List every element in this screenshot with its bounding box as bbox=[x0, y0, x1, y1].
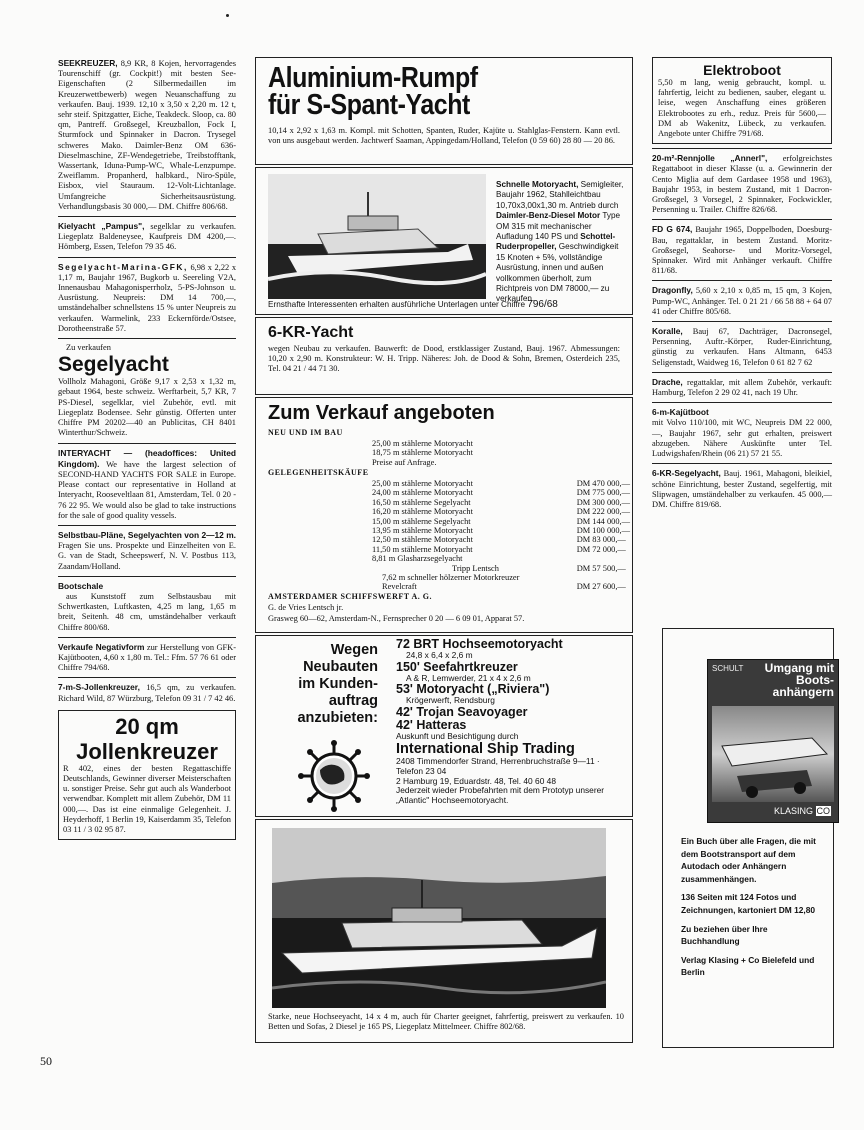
book-text: Ein Buch über alle Fragen, die mit dem Bootstransport auf dem Autodach oder Anhängern zusammenhängen. bbox=[681, 836, 816, 884]
ad-text: Schnelle Motoryacht, Semigleiter, Baujahr 1962, Stahlleichtbau 10,70x3,00x1,30 m. Antrieb durch Daimler-Benz-Diesel Motor Type OM 315 mit mechanischer Aufladung 140 PS und Schottel-Ruderpropeller, Geschwindigkeit 15 Knoten + 5%, vollständige Ausrüstung, innen und außen vollkommen überholt, zum Richtpreis von DM 78000,— zu verkaufen. bbox=[496, 180, 624, 304]
ad-rennjolle bbox=[652, 153, 832, 215]
price-row bbox=[370, 507, 632, 516]
ad-title: Elektroboot bbox=[703, 62, 781, 78]
ad-elektroboot bbox=[652, 57, 832, 144]
ad-text: 10,14 x 2,92 x 1,63 m. Kompl. mit Schotten, Spanten, Ruder, Kajüte u. Stahlglas-Fenstern. Kann evtl. von uns ausgebaut werden. Jachtwerf Saaman, Appingedam/Holland, Telefon (0 59 60) 28 80 — 20 86. bbox=[268, 126, 620, 146]
divider bbox=[652, 321, 832, 322]
firm-name: AMSTERDAMER SCHIFFSWERFT A. G. bbox=[268, 592, 432, 601]
ad-heading: Bootschale bbox=[58, 580, 104, 591]
ad-text: 5,50 m lang, wenig gebraucht, kompl. u. fahrfertig, leicht zu bedienen, sauber, elegant u. leise, wegen Anschaffung eines größeren Elektrobootes zu erh., reduz. Preis für 5600,— DM ab Wakenitz, Lübeck, zu verkaufen. Angebote unter Chiffre 791/68. bbox=[658, 78, 826, 139]
ad-heading: Segelyacht-Marina-GFK, bbox=[58, 261, 188, 272]
price-row bbox=[370, 498, 632, 507]
divider bbox=[58, 443, 236, 444]
ad-jollenkreuzer-7m bbox=[58, 682, 236, 703]
ad-text: erfolgreichstes Regattaboot in dieser Klasse (u. a. Gewinnerin der Cento Miglia auf dem Gardasee 1958 und 1963), Baujahr 1953, in bestem Zustand, mit 1 Dacron-Großsegel, 3 Vorsegel, 2 Spinnaker, Fockwickler, Persenning u. Trailer. Chiffre 826/68. bbox=[652, 154, 832, 215]
boat-description: Tripp Lentsch bbox=[452, 563, 499, 573]
ad-footer: Ernsthafte Interessenten erhalten ausführliche Unterlagen unter Chiffre 796/68 bbox=[268, 299, 558, 310]
price-row bbox=[370, 554, 632, 563]
ad-subheading: NEU UND IM BAU bbox=[268, 428, 343, 437]
ad-text: R 402, eines der besten Regattaschiffe Deutschlands, Gewinner diverser Meisterschaften u. sonstiger Preise. Sehr gut auch als Wanderboot verwendbar. Komplett mit allem Zubehör, DM 11 000,—. Das ist eine einmalige Gelegenheit. J. Heyderhoff, 1 Berlin 19, Kaiserdamm 35, Telefon 03 11 / 3 02 95 87. bbox=[63, 763, 231, 834]
motoryacht-photo bbox=[268, 174, 486, 299]
boat-description: 11,50 m stählerne Motoryacht bbox=[372, 544, 473, 554]
ad-text: regattaklar, mit allem Zubehör, verkauft: Hamburg, Telefon 2 29 02 41, nach 19 Uhr. bbox=[652, 377, 832, 398]
ad-heading: 6-m-Kajütboot bbox=[652, 407, 709, 418]
divider bbox=[58, 338, 236, 339]
ad-title: Wegen Neubauten im Kunden-auftrag anzubieten: bbox=[297, 642, 378, 726]
boat-price: DM 72 000,— bbox=[576, 544, 626, 554]
divider bbox=[652, 280, 832, 281]
company-name: International Ship Trading bbox=[396, 741, 575, 758]
ad-jollenkreuzer-20qm bbox=[58, 710, 236, 840]
ad-marina bbox=[58, 262, 236, 334]
print-speck bbox=[226, 14, 229, 17]
book-author: SCHULT bbox=[712, 664, 744, 673]
divider bbox=[58, 257, 236, 258]
ad-text: 8,9 KR, 8 Kojen, hervorragendes Tourenschiff (gr. Cockpit!) mit besten See-Eigenschaften (2 Silbermedaillen im Kreuzerwettbewerb) wegen Neuanschaffung zu verkaufen. Bauj. 1939. 12,10 x 3,50 x 2,20 m. 12 t, sehr steif. Spitzgatter, Eiche, Teakdeck. Sloop, ca. 80 qm, Pantreff. Großsegel, Kreuzballon, Fock I, Sturmfock und Spinnaker in Dacron. Trysegel schweres Mako. Daimler-Benz OM 636-Dieselmaschine, ZF-Wendegetriebe, Treibstofftank, Wassertank, Iduna-Pump-WC, Whale-Lenzpumpe. Zweiflamm. Propanherd, halbkard., Niro-Spüle, Eisbox, viel Stauraum. 12-Volt-Lichtanlage. Umfangreiche Sicherheitsausrüstung. Verhandlungsbasis 30 000,— DM. Chiffre 806/68. bbox=[58, 59, 236, 211]
offer-detail: Krögerwerft, Rendsburg bbox=[406, 695, 495, 706]
ad-text: Baujahr 1965, Doppelboden, Doesburg-Bau, regattaklar, in bestem Zustand. Moritz-Großsegel, Seahorse- und Moritz-Vorsegel, Spinnaker. Wird mit Anhänger verkauft. Chiffre 811/68. bbox=[652, 225, 832, 276]
ad-pretitle: Zu verkaufen bbox=[66, 343, 111, 353]
ad-hochseeyacht bbox=[255, 819, 633, 1043]
boat-price bbox=[547, 554, 632, 563]
ad-drache bbox=[652, 377, 832, 398]
offer-detail: A & R, Lemwerder, 21 x 4 x 2,6 m bbox=[406, 672, 531, 683]
firm-address: Grasweg 60—62, Amsterdam-N., Fernsprecher 0 20 — 6 09 01, Apparat 57. bbox=[268, 614, 525, 623]
ad-bootschale bbox=[58, 581, 236, 633]
price-row bbox=[370, 573, 632, 592]
book-cover bbox=[707, 659, 839, 823]
ad-text: aus Kunststoff zum Selbstausbau mit Schwertkasten, Luftkasten, 4,25 m lang, 1,65 m breit, Seitenh. 48 cm, umständehalber verkauft Chiffre 800/68. bbox=[58, 591, 236, 632]
ad-title: Segelyacht bbox=[58, 353, 169, 377]
divider bbox=[58, 637, 236, 638]
list-item: 18,75 m stählerne Motoryacht bbox=[372, 448, 473, 458]
offer-line: 42' Hatteras bbox=[396, 717, 467, 732]
ad-body bbox=[396, 638, 628, 805]
company-address: 2 Hamburg 19, Eduardstr. 48, Tel. 40 60 48 bbox=[396, 775, 557, 786]
price-row bbox=[370, 535, 632, 544]
book-title: Umgang mit Boots-anhängern bbox=[764, 661, 834, 699]
boat-price: DM 470 000,— bbox=[576, 479, 630, 488]
ad-text: Starke, neue Hochseeyacht, 14 x 4 m, auch für Charter geeignet, fahrfertig, preiswert zu verkaufen. 10 Betten und Sofas, 2 Diesel je 165 PS, Liegeplatz Mittelmeer. Chiffre 802/68. bbox=[268, 1012, 624, 1032]
divider bbox=[652, 219, 832, 220]
boat-description: 15,00 m stählerne Segelyacht bbox=[372, 516, 471, 526]
ad-text: We have the largest selection of SECOND-HAND YACHTS FOR SALE in Europe. Please contact our representative in Holland at Interyacht, Rooseveltlaan 81, Amsterdam, Tel. 0 20 - 76 22 95. We would also be glad to take instructions for the sale of good quality vessels. bbox=[58, 459, 236, 520]
book-description bbox=[681, 835, 821, 979]
ad-title: Zum Verkauf angeboten bbox=[268, 402, 495, 424]
price-list bbox=[370, 479, 632, 592]
divider bbox=[652, 463, 832, 464]
boat-price: DM 144 000,— bbox=[576, 516, 630, 526]
ad-subheading: GELEGENHEITSKÄUFE bbox=[268, 468, 369, 477]
hochseeyacht-image bbox=[272, 828, 606, 1008]
ad-negativform bbox=[58, 642, 236, 674]
ad-text: 6,98 x 2,22 x 1,17 m, Baujahr 1967, Bugkorb u. Seereling V2A, Innenausbau Mahagonisperrholz, 5-PS-Johnson u. Ausrüstung. Neupreis: DM 14 700,—, umständehalber schnellstens 15 % unter Neupreis zu verkaufen. Warmelink, 233 Eckernförde/Ostsee, Dorotheenstraße 57. bbox=[58, 262, 236, 333]
ad-segelyacht bbox=[58, 343, 236, 438]
ad-6kr-segelyacht bbox=[652, 468, 832, 510]
boat-description: 25,00 m stählerne Motoryacht bbox=[372, 479, 473, 488]
divider bbox=[652, 372, 832, 373]
boat-price: DM 27 600,— bbox=[576, 582, 626, 592]
ad-dragonfly bbox=[652, 285, 832, 317]
motoryacht-image bbox=[268, 174, 486, 299]
ad-seekreuzer bbox=[58, 58, 236, 212]
boat-price: DM 775 000,— bbox=[576, 488, 630, 498]
offer-line: 53' Motoryacht („Riviera") bbox=[396, 682, 550, 697]
ad-text: Bauj 67, Dachträger, Dacronsegel, Persenning, Auftr.-Körper, Ruder-Einrichtung, günstig zu verkaufen. Hans Altmann, 6453 Seligenstadt, Waidweg 16, Telefon 0 61 82 7 62 bbox=[652, 327, 832, 367]
ad-heading: INTERYACHT — (headoffices: United Kingdom). bbox=[58, 447, 236, 469]
price-row bbox=[370, 479, 632, 488]
ad-neubauten bbox=[255, 635, 633, 817]
ad-selbstbau bbox=[58, 530, 236, 572]
ad-heading: Koralle, bbox=[652, 326, 683, 337]
ad-heading: 7-m-S-Jollenkreuzer, bbox=[58, 682, 140, 693]
ad-kajuetboot bbox=[652, 407, 832, 459]
boat-description: 7,62 m schneller hölzerner Motorkreuzer Revelcraft bbox=[382, 573, 520, 592]
ad-schnelle-motoryacht bbox=[255, 167, 633, 315]
boat-description: 24,00 m stählerne Motoryacht bbox=[372, 488, 473, 498]
ad-text: 5,60 x 2,10 x 0,85 m, 15 qm, 3 Kojen, Pump-WC, Anhänger. Tel. 0 21 21 / 66 58 88 + 64 07 41 oder Chiffre 805/68. bbox=[652, 286, 833, 316]
price-row bbox=[370, 488, 632, 497]
divider bbox=[652, 402, 832, 403]
ad-text: segelklar zu verkaufen. Liegeplatz Baldeneysee, Kaufpreis DM 4200,—. Hömberg, Essen, Telefon 79 35 46. bbox=[58, 222, 236, 252]
divider bbox=[58, 677, 236, 678]
ad-text: wegen Neubau zu verkaufen. Bauwerft: de Dood, erstklassiger Zustand, Bauj. 1967. Abmessungen: 10,20 x 2,90 m. Konstrukteur: W. H. Tripp. Näheres: Joh. de Dood & Sohn, Bremen, Osterdeich 235, Tel. 04 21 / 44 71 30. bbox=[268, 344, 620, 374]
ad-heading: Drache, bbox=[652, 376, 683, 387]
ad-buch-bootsanhaenger bbox=[662, 628, 834, 1048]
ad-text: Bauj. 1961, Mahagoni, bleikiel, schöne Einrichtung, bester Zustand, segelfertig, mit Slipwagen, umständehalber zu verkaufen. 45 000,— DM. Chiffre 819/68. bbox=[652, 469, 832, 509]
boat-price: DM 222 000,— bbox=[576, 507, 630, 517]
boat-description: 13,95 m stählerne Motoryacht bbox=[372, 526, 473, 536]
boat-description: 12,50 m stählerne Motoryacht bbox=[372, 535, 473, 545]
offer-detail: Auskunft und Besichtigung durch bbox=[396, 730, 519, 741]
offer-line: 150' Seefahrtkreuzer bbox=[396, 659, 518, 674]
ad-fd-g bbox=[652, 224, 832, 276]
boat-price: DM 100 000,— bbox=[576, 526, 630, 536]
column-right bbox=[652, 57, 832, 510]
ad-title: für S-Spant-Yacht bbox=[268, 89, 470, 121]
ad-title: Jollenkreuzer bbox=[76, 738, 218, 764]
book-text: Zu beziehen über Ihre Buchhandlung bbox=[681, 923, 768, 947]
offer-detail: 24,8 x 6,4 x 2,6 m bbox=[406, 650, 473, 660]
offer-detail: Jederzeit wieder Probefahrten mit dem Prototyp unserer „Atlantic" Hochseemotoryacht. bbox=[396, 785, 605, 805]
boat-description: 16,20 m stählerne Motoryacht bbox=[372, 507, 473, 517]
price-row bbox=[370, 526, 632, 535]
offer-line: 42' Trojan Seavoyager bbox=[396, 704, 528, 719]
ad-heading: Verkaufe Negativform bbox=[58, 641, 145, 652]
column-left bbox=[58, 58, 236, 840]
price-row bbox=[370, 564, 632, 573]
offer-line: 72 BRT Hochseemotoryacht bbox=[396, 637, 563, 651]
boat-price: DM 300 000,— bbox=[576, 497, 630, 507]
ad-title: Aluminium-Rumpf bbox=[268, 62, 478, 94]
ad-text: mit Volvo 110/100, mit WC, Neupreis DM 22 000,—, Baujahr 1967, sehr gut erhalten, preiswert abzugeben. Nähere Auskünfte unter Tel. Ludwigshafen/Rhein (06 21) 57 21 55. bbox=[652, 418, 832, 459]
ad-heading: 20-m²-Rennjolle „Annerl", bbox=[652, 153, 768, 164]
price-row bbox=[370, 517, 632, 526]
new-build-list bbox=[372, 439, 473, 467]
ad-text: Fragen Sie uns. Prospekte und Einzelheiten von E. G. van de Stadt, Scheepswerf, N. V. Postbus 113, Zaandam/Holland. bbox=[58, 541, 236, 571]
price-row bbox=[370, 545, 632, 554]
ad-text: zur Herstellung von GFK-Kajütbooten, 4,60 x 1,80 m. Tel.: Ffm. 57 76 61 oder Chiffre 794/68. bbox=[58, 642, 236, 673]
ships-wheel-globe-icon bbox=[298, 740, 370, 812]
ad-interyacht bbox=[58, 448, 236, 521]
page-number: 50 bbox=[40, 1054, 52, 1068]
ad-heading: Selbstbau-Pläne, Segelyachten von 2—12 m. bbox=[58, 529, 236, 540]
divider bbox=[58, 525, 236, 526]
ad-heading: Kielyacht „Pampus", bbox=[58, 221, 145, 232]
ad-6kr-yacht bbox=[255, 317, 633, 395]
ad-kielyacht bbox=[58, 221, 236, 253]
book-text: Verlag Klasing + Co Bielefeld und Berlin bbox=[681, 954, 815, 978]
list-item: 25,00 m stählerne Motoryacht bbox=[372, 439, 473, 448]
divider bbox=[58, 216, 236, 217]
boat-description: 16,50 m stählerne Segelyacht bbox=[372, 497, 471, 507]
car-trailer-boat-image bbox=[712, 706, 834, 802]
firm-owner: G. de Vries Lentsch jr. bbox=[268, 603, 344, 612]
boat-price: DM 57 500,— bbox=[576, 563, 626, 573]
ad-title: 6-KR-Yacht bbox=[268, 324, 354, 341]
ad-heading: FD G 674, bbox=[652, 224, 693, 235]
ad-aluminium-rumpf bbox=[255, 57, 633, 165]
ad-title: 20 qm bbox=[115, 713, 179, 739]
ad-text: Vollholz Mahagoni, Größe 9,17 x 2,53 x 1,32 m, gebaut 1964, beste schweiz. Werftarbeit, 5,7 KR, 7 PS-Diesel, segelklar, viel Zubehör, evtl. mit Liegeplatz Bodensee. Sehr günstig. Offerten unter Chiffre PM 20202—40 an Publicitas, CH 8401 Winterthur/Schweiz. bbox=[58, 377, 236, 438]
ad-text: 16,5 qm, zu verkaufen. Richard Wild, 87 Würzburg, Telefon 09 31 / 7 42 46. bbox=[58, 683, 237, 703]
list-item: Preise auf Anfrage. bbox=[372, 457, 437, 467]
ad-koralle bbox=[652, 326, 832, 368]
company-address: 2408 Timmendorfer Strand, Herrenbruchstraße 9—11 · Telefon 23 04 bbox=[396, 756, 600, 776]
hochseeyacht-photo bbox=[272, 828, 606, 1008]
book-text: 136 Seiten mit 124 Fotos und Zeichnungen, kartoniert DM 12,80 bbox=[681, 892, 816, 915]
ad-zum-verkauf bbox=[255, 397, 633, 633]
divider bbox=[652, 148, 832, 149]
ad-heading: Dragonfly, bbox=[652, 285, 693, 296]
ad-heading: SEEKREUZER, bbox=[58, 58, 118, 68]
book-cover-photo bbox=[712, 706, 834, 802]
boat-price: DM 83 000,— bbox=[576, 535, 626, 545]
book-publisher: KLASING CO bbox=[774, 806, 831, 816]
ad-heading: 6-KR-Segelyacht, bbox=[652, 468, 721, 479]
divider bbox=[58, 576, 236, 577]
boat-description: 8,81 m Glasharzsegelyacht bbox=[372, 554, 463, 564]
